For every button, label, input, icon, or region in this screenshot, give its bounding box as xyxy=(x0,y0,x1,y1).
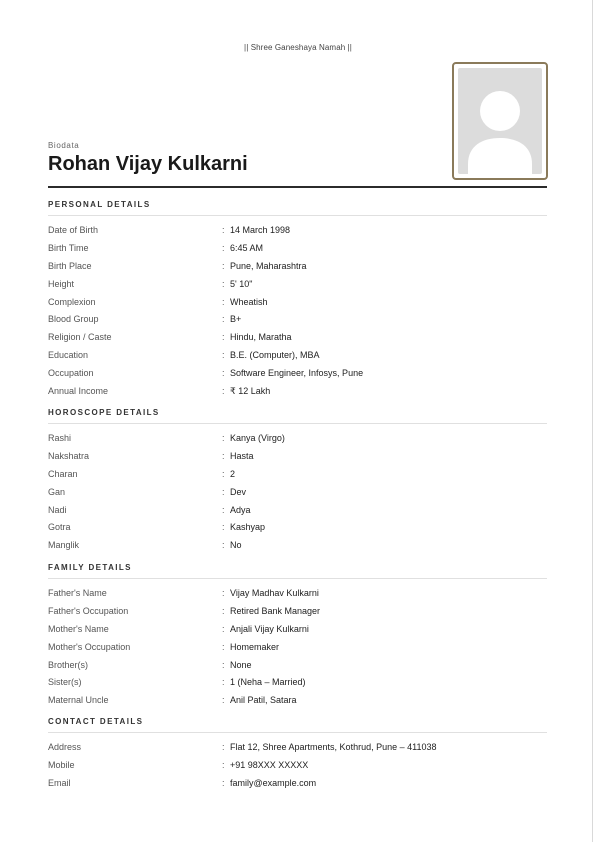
row-label: Mobile xyxy=(48,759,75,770)
row-label: Gotra xyxy=(48,522,71,533)
row-value: 14 March 1998 xyxy=(230,225,291,235)
detail-row: Religion / Caste : Hindu, Maratha xyxy=(48,329,547,347)
photo-placeholder xyxy=(458,68,542,174)
detail-row: Brother(s) : None xyxy=(48,657,547,675)
row-value: Adya xyxy=(230,504,251,515)
row-label: Annual Income xyxy=(48,386,109,397)
row-label: Brother(s) xyxy=(48,659,89,670)
row-label: Nakshatra xyxy=(48,450,90,461)
row-label: Birth Place xyxy=(48,260,92,271)
row-value: Kashyap xyxy=(230,522,266,533)
section-divider xyxy=(48,423,547,424)
row-value: Kanya (Virgo) xyxy=(230,433,285,443)
row-value: No xyxy=(230,540,242,551)
section-family-details xyxy=(48,562,547,710)
row-value: Retired Bank Manager xyxy=(230,605,321,616)
row-value: B.E. (Computer), MBA xyxy=(230,350,320,361)
detail-row: Date of Birth : 14 March 1998 xyxy=(48,222,547,240)
section-title: PERSONAL DETAILS xyxy=(48,200,151,209)
row-value: B+ xyxy=(230,314,242,325)
row-value: Wheatish xyxy=(230,296,268,307)
row-label: Charan xyxy=(48,468,78,479)
row-label: Sister(s) xyxy=(48,677,82,688)
detail-row: Height : 5' 10" xyxy=(48,276,547,294)
section-divider xyxy=(48,578,547,579)
row-label: Father's Occupation xyxy=(48,605,129,616)
detail-row: Father's Occupation : Retired Bank Manager xyxy=(48,603,547,621)
row-label: Date of Birth xyxy=(48,225,99,235)
detail-row: Mother's Occupation : Homemaker xyxy=(48,639,547,657)
row-value: +91 98XXX XXXXX xyxy=(230,759,309,770)
row-label: Email xyxy=(48,777,71,788)
detail-row: Sister(s) : 1 (Neha – Married) xyxy=(48,674,547,692)
row-value: 6:45 AM xyxy=(230,242,264,253)
section-title: HOROSCOPE DETAILS xyxy=(48,408,160,417)
user-silhouette-icon xyxy=(458,68,542,174)
row-value: Anil Patil, Satara xyxy=(230,695,297,706)
section-personal-details xyxy=(48,199,547,401)
detail-row: Manglik : No xyxy=(48,537,547,555)
row-value: family@example.com xyxy=(230,777,317,788)
row-label: Father's Name xyxy=(48,588,107,598)
row-label: Maternal Uncle xyxy=(48,695,109,706)
row-label: Education xyxy=(48,350,89,361)
document-label: Biodata xyxy=(48,141,80,150)
row-value: None xyxy=(230,659,252,670)
row-label: Height xyxy=(48,278,75,289)
row-value: 5' 10" xyxy=(230,278,253,289)
row-label: Blood Group xyxy=(48,314,99,325)
row-value: 2 xyxy=(230,468,236,479)
row-value: Anjali Vijay Kulkarni xyxy=(230,623,309,634)
section-horoscope-details xyxy=(48,407,547,555)
detail-row: Birth Time : 6:45 AM xyxy=(48,240,547,258)
row-label: Manglik xyxy=(48,540,80,551)
detail-row: Nakshatra : Hasta xyxy=(48,448,547,466)
row-value: 1 (Neha – Married) xyxy=(230,677,306,688)
section-title: CONTACT DETAILS xyxy=(48,717,144,726)
detail-row: Blood Group : B+ xyxy=(48,311,547,329)
detail-row: Gan : Dev xyxy=(48,484,547,502)
detail-row: Mother's Name : Anjali Vijay Kulkarni xyxy=(48,621,547,639)
detail-row: Birth Place : Pune, Maharashtra xyxy=(48,258,547,276)
row-label: Birth Time xyxy=(48,242,89,253)
row-value: Hindu, Maratha xyxy=(230,332,292,343)
row-value: Vijay Madhav Kulkarni xyxy=(230,588,319,598)
detail-row: Occupation : Software Engineer, Infosys, Pune xyxy=(48,365,547,383)
detail-row: Charan : 2 xyxy=(48,466,547,484)
row-value: Pune, Maharashtra xyxy=(230,260,307,271)
page-edge xyxy=(592,0,593,842)
row-value: ₹ 12 Lakh xyxy=(230,386,271,397)
row-value: Flat 12, Shree Apartments, Kothrud, Pune – 411038 xyxy=(230,742,437,752)
detail-row: Father's Name : Vijay Madhav Kulkarni xyxy=(48,585,547,603)
detail-row: Nadi : Adya xyxy=(48,502,547,520)
detail-row: Address : Flat 12, Shree Apartments, Kothrud, Pune – 411038 xyxy=(48,739,547,757)
row-value: Dev xyxy=(230,486,247,497)
row-label: Complexion xyxy=(48,296,96,307)
invocation-line: || Shree Ganeshaya Namah || xyxy=(244,43,352,52)
row-label: Occupation xyxy=(48,368,94,379)
row-label: Religion / Caste xyxy=(48,332,112,343)
profile-photo xyxy=(452,62,548,180)
row-value: Hasta xyxy=(230,450,254,461)
detail-row: Mobile : +91 98XXX XXXXX xyxy=(48,757,547,775)
row-value: Homemaker xyxy=(230,641,280,652)
row-label: Gan xyxy=(48,486,66,497)
row-label: Mother's Name xyxy=(48,623,109,634)
section-divider xyxy=(48,732,547,733)
section-contact-details xyxy=(48,716,547,793)
row-label: Address xyxy=(48,742,82,752)
detail-row: Rashi : Kanya (Virgo) xyxy=(48,430,547,448)
detail-row: Email : family@example.com xyxy=(48,775,547,793)
row-value: Software Engineer, Infosys, Pune xyxy=(230,368,364,379)
row-label: Rashi xyxy=(48,433,72,443)
section-title: FAMILY DETAILS xyxy=(48,563,132,572)
detail-row: Education : B.E. (Computer), MBA xyxy=(48,347,547,365)
detail-row: Maternal Uncle : Anil Patil, Satara xyxy=(48,692,547,710)
row-label: Mother's Occupation xyxy=(48,641,131,652)
candidate-name: Rohan Vijay Kulkarni xyxy=(48,153,248,175)
section-divider xyxy=(48,215,547,216)
row-label: Nadi xyxy=(48,504,67,515)
detail-row: Annual Income : ₹ 12 Lakh xyxy=(48,383,547,401)
detail-row: Complexion : Wheatish xyxy=(48,294,547,312)
detail-row: Gotra : Kashyap xyxy=(48,519,547,537)
header-divider xyxy=(48,186,547,188)
